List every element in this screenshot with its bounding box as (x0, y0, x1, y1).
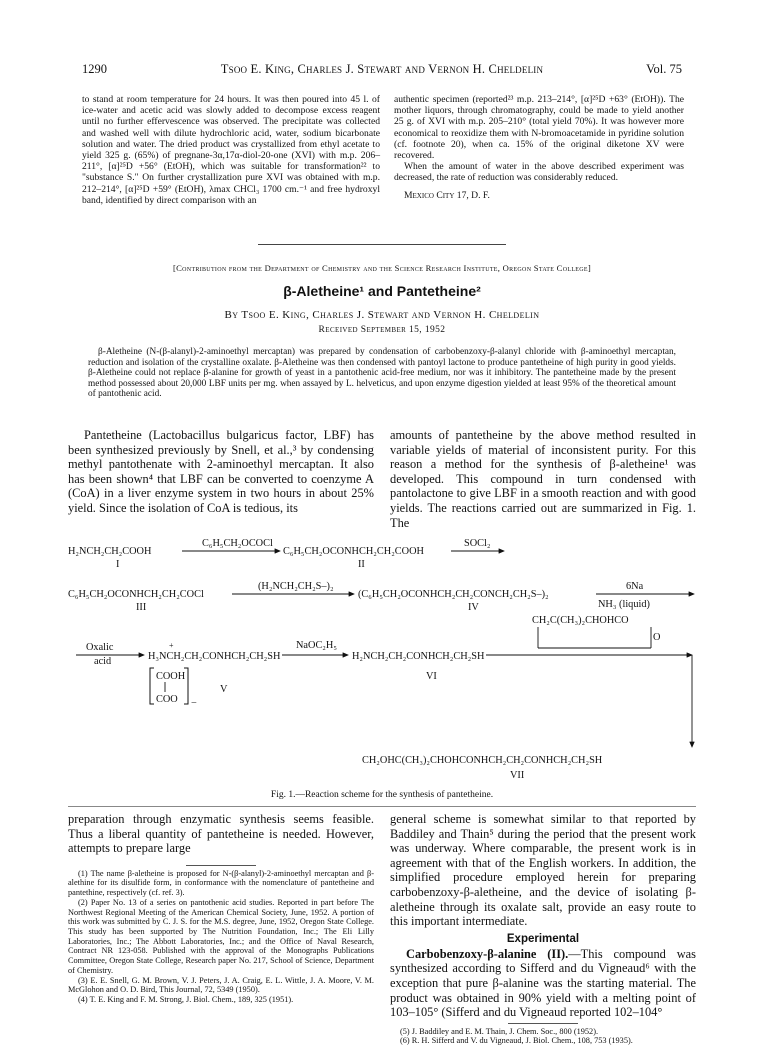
intro-left-column (68, 428, 374, 516)
footnote-rule (508, 1023, 578, 1024)
reagent-cystamine: (H₂NCH₂CH₂S–)₂ (258, 581, 334, 592)
reagent-oxalic-acid: Oxalic (86, 642, 114, 653)
compound-II-label: II (358, 559, 365, 570)
figure-rule (68, 806, 696, 807)
compound-V-cation: H₃NCH₂CH₂CONHCH₂CH₂SH (148, 651, 281, 662)
page-number: 1290 (82, 62, 107, 76)
compound-V-label: V (220, 684, 228, 695)
previous-article-right-column (394, 94, 684, 201)
section-heading: Experimental (506, 932, 580, 945)
running-authors: Tsoo E. King, Charles J. Stewart and Vernon H. Cheldelin (220, 62, 544, 76)
lactone-oxygen: O (653, 632, 661, 643)
intro-paragraph: Pantetheine (Lactobacillus bulgaricus factor, LBF) has been synthesized previously by Snell, et al.,³ by condensing methyl pantothenate with 2-aminoethyl mercaptan. It also has been shown⁴ that LBF can be converted to coenzyme A (CoA) in a liver enzyme system in two hours in about 25% yield. Since the isolation of CoA is tedious, its (68, 428, 374, 515)
anion-bracket-left (150, 668, 154, 704)
reagent-oxalic-acid-line2: acid (94, 656, 112, 667)
compound-III: C₆H₅CH₂OCONHCH₂CH₂COCl (68, 589, 204, 600)
compound-VI: H₂NCH₂CH₂CONHCH₂CH₂SH (352, 651, 485, 662)
reagent-thionyl-chloride: SOCl₂ (464, 538, 491, 549)
figure-caption: Fig. 1.—Reaction scheme for the synthesis of pantetheine. (270, 790, 494, 800)
oxalate-carboxylate: COO (156, 694, 178, 705)
byline: By Tsoo E. King, Charles J. Stewart and Vernon H. Cheldelin (224, 309, 540, 321)
compound-VII-pantetheine: CH₂OHC(CH₃)₂CHOHCONHCH₂CH₂CONHCH₂CH₂SH (362, 755, 603, 766)
reaction-scheme (68, 534, 696, 790)
running-header (0, 62, 764, 82)
reagent-liquid-ammonia: NH₃ (liquid) (598, 599, 650, 610)
footnote: (6) R. H. Sifferd and V. du Vigneaud, J. Biol. Chem., 108, 753 (1935). (400, 1036, 633, 1046)
compound-IV-label: IV (468, 602, 479, 613)
footnote: (2) Paper No. 13 of a series on pantothenic acid studies. Reported in part before The Northwest Regional Meeting of the American Chemical Society, June, 1952. A portion of this work was submitted by C. J. S. for the M.S. degree, June, 1952, Oregon State College. This study has been supported by The Nutrition Foundation, Inc.; The Eli Lilly Laboratories, Inc.; The Abbott Laboratories, Inc.; and the Office of Naval Research, Contract NR 123-058. Published with the approval of the Monographs Publications Committee, Oregon State College, Research paper No. 217, School of Science, Department of Chemistry. (68, 897, 374, 975)
experimental-text: —This compound was synthesized according to Sifferd and du Vigneaud⁶ with the exception that pure β-alanine was the starting material. The product was obtained in 90% yield with a melting point of 103–105° (Sifferd and du Vigneaud reported 102–104° (390, 946, 696, 1020)
body-paragraph: general scheme is somewhat similar to that reported by Baddiley and Thain⁵ during the period that the present work was underway. Where comparable, the present work is in agreement with that of the English workers. In addition, the simplified procedure employed herein for preparing carbobenzoxy-β-aletheine, and the device of isolating β-aletheine through its oxalate salt, provide an easy route to this important intermediate. (390, 812, 696, 929)
compound-VI-label: VI (426, 671, 437, 682)
oxalate-carboxyl: COOH (156, 671, 186, 682)
abstract (88, 347, 676, 400)
reagent-benzyl-chloroformate: C₆H₅CH₂OCOCl (202, 538, 273, 549)
anion-charge: − (191, 698, 197, 709)
previous-article-location: Mexico City 17, D. F. (404, 189, 490, 201)
previous-article-paragraph: authentic specimen (reported²³ m.p. 213–214°, [α]²⁵D +63° (EtOH)). The mother liquors, through chromatography, could be made to yield another 25 g. of XVI with m.p. 205–210° (total yield 70%). It was however more economical to reoxidize them with N-bromoacetamide in pyridine solution (cf. footnote 20), when ca. 15% of the original diketone XV were recovered. (394, 94, 684, 162)
abstract-text: β-Aletheine (N-(β-alanyl)-2-aminoethyl mercaptan) was prepared by condensation of carbobenzoxy-β-alanyl chloride with β-aminoethyl mercaptan, reduction and isolation of the crystalline oxalate. β-Aletheine was then condensed with pantoyl lactone to produce pantetheine of high purity in good yields. β-Aletheine could not replace β-alanine for growth of yeast in a pantothenic acid-free medium, nor was it inhibitory. The pantetheine made by the present method possessed about 20,000 LBF units per mg. when assayed by L. helveticus, and upon enzyme digestion yielded at least 95% of the theoretical amount of pantothenic acid. (88, 347, 676, 400)
article-title: β-Aletheine¹ and Pantetheine² (283, 283, 481, 299)
intro-paragraph: amounts of pantetheine by the above method resulted in variable yields of material of inconsistent purity. For this reason a method for the synthesis of β-aletheine¹ was developed. This compound in turn condensed with pantolactone to give LBF in a smooth reaction and with good yields. The reactions carried out are summarized in Fig. 1. The (390, 428, 696, 530)
pantoyl-lactone: CH₂C(CH₃)₂CHOHCO (532, 615, 629, 626)
article-separator (258, 244, 506, 245)
footnote: (5) J. Baddiley and E. M. Thain, J. Chem. Soc., 800 (1952). (400, 1026, 599, 1036)
previous-article-paragraph: When the amount of water in the above described experiment was decreased, the rate of reduction was considerably reduced. (394, 161, 684, 184)
compound-III-label: III (136, 602, 147, 613)
previous-article-paragraph: to stand at room temperature for 24 hours. It was then poured into 45 l. of ice-water and acetic acid was slowly added to decompose excess reagent until no further effervescence was observed. The precipitate was collected and washed well with dilute hydrochloric acid, water, sodium bicarbonate solution and water. The dried product was crystallized from ethyl acetate to yield 325 g. (65%) of pregnane-3α,17α-diol-20-one (XVI) with m.p. 206–211°, [α]²⁵D +56° (EtOH), which was suitable for transformation²² to "substance S." On further crystallization pure XVI was obtained with m.p. 212–214°, [α]²⁵D +59° (EtOH), λmax CHCl₃ 1700 cm.⁻¹ and free hydroxyl band, identified by direct comparison with an (82, 94, 380, 206)
body-left-column (68, 812, 374, 1005)
footnote: (3) E. E. Snell, G. M. Brown, V. J. Peters, J. A. Craig, E. L. Wittle, J. A. Moore, V. M. McGlohon and O. D. Bird, This Journal, 72, 5349 (1950). (68, 975, 374, 995)
footnote: (4) T. E. King and F. M. Strong, J. Biol. Chem., 189, 325 (1951). (78, 994, 294, 1004)
intro-right-column (390, 428, 696, 530)
footnote: (1) The name β-aletheine is proposed for N-(β-alanyl)-2-aminoethyl mercaptan and β-alethine for its disulfide form, in conformance with the nomenclature of pantetheine and pantethine, respectively (cf. ref. 3). (68, 868, 374, 898)
contribution-line: [Contribution from the Department of Chemistry and the Science Research Institute, Oregon State College] (172, 263, 592, 273)
cation-charge: + (169, 641, 174, 650)
compound-I-label: I (116, 559, 120, 570)
compound-I: H₂NCH₂CH₂COOH (68, 546, 152, 557)
body-paragraph: preparation through enzymatic synthesis seems feasible. Thus a liberal quantity of pantetheine is needed. However, attempts to prepare large (68, 812, 374, 856)
received-date: Received September 15, 1952 (318, 325, 446, 335)
compound-VII-label: VII (510, 770, 525, 781)
experimental-subheading: Carbobenzoxy-β-alanine (II). (406, 946, 569, 961)
compound-II: C₆H₅CH₂OCONHCH₂CH₂COOH (283, 546, 424, 557)
body-right-column (390, 812, 696, 1046)
reagent-sodium: 6Na (626, 581, 644, 592)
footnote-rule (186, 865, 256, 866)
previous-article-left-column (82, 94, 380, 206)
volume-label: Vol. 75 (646, 62, 682, 76)
reagent-sodium-ethoxide: NaOC₂H₅ (296, 640, 337, 651)
compound-IV: (C₆H₅CH₂OCONHCH₂CH₂CONCH₂CH₂S–)₂ (358, 589, 549, 600)
